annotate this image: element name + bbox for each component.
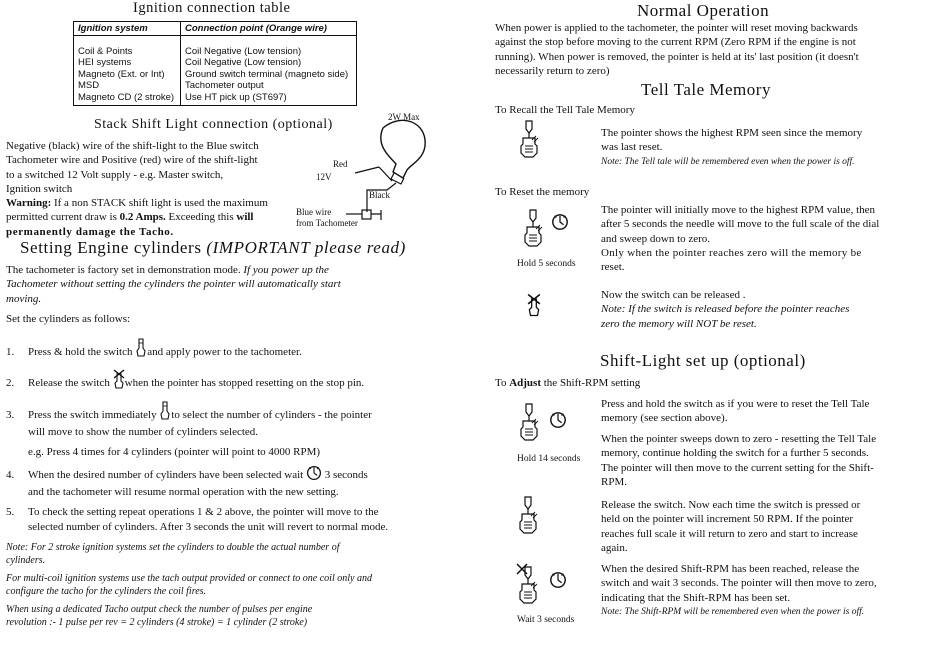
switch-press-icon (517, 402, 541, 442)
column-header: Ignition system (74, 22, 181, 36)
step-text: Release the switch (28, 377, 113, 389)
step-text: To check the setting repeat operations 1 & 2 above, the pointer will move to the (28, 506, 379, 518)
adjust-label (495, 376, 640, 390)
release-description (601, 288, 931, 331)
warning-line-3 (6, 225, 306, 239)
step-text: and apply power to the tachometer. (147, 346, 302, 358)
ignition-systems-list (78, 46, 176, 103)
text-line: When the pointer sweeps down to zero - resetting the Tell Tale (601, 433, 877, 445)
step-number: 2. (6, 377, 15, 389)
step-text: to select the number of cylinders - the pointer (171, 409, 372, 421)
table-cell-text: Coil & Points (78, 46, 133, 57)
text-line: indicating that the Shift-RPM has been set. (601, 591, 791, 604)
recall-note: Note: The Tell tale will be remembered even when the power is off. (601, 156, 855, 167)
step-line: will move to show the number of cylinders selected. (28, 426, 259, 438)
step-line: selected number of cylinders. After 3 seconds the unit will revert to normal mode. (28, 521, 389, 533)
table-row (74, 36, 357, 106)
table-cell-text: HEI systems (78, 57, 132, 69)
stack-shift-instructions (6, 139, 306, 239)
text-line: to a switched 12 Volt supply - e.g. Master switch, (6, 168, 224, 181)
step-3 (6, 401, 436, 461)
note-line: cylinders. (6, 555, 46, 567)
timer-icon (551, 213, 569, 231)
diagram-label-black: Black (369, 190, 390, 200)
step-example: e.g. Press 4 times for 4 cylinders (pointer will point to 4000 RPM) (28, 446, 321, 458)
text-line: again. (601, 541, 628, 554)
text-line: Release the switch. Now each time the switch is pressed or (601, 499, 861, 511)
release-cross-icon (516, 563, 528, 575)
switch-release-icon (527, 293, 541, 317)
table-cell (181, 36, 357, 106)
warning-text: If a non STACK shift light is used the maximum (51, 197, 268, 210)
warning-text: Exceeding this (165, 211, 237, 224)
table-cell-text: Magneto (Ext. or Int) (78, 68, 165, 80)
step-5 (6, 505, 436, 535)
table-cell-text: Use HT pick up (ST697) (185, 91, 287, 103)
text-line: Ignition switch (6, 182, 73, 195)
text-line: against the stop before moving to the current RPM (Zero RPM if the engine is not (495, 36, 856, 49)
text-line: necessarily return to zero) (495, 64, 610, 77)
cylinder-notes (6, 541, 436, 629)
bulb-icon (381, 120, 425, 178)
diagram-label-blue-from: from Tachometer (296, 218, 358, 228)
stack-shift-title: Stack Shift Light connection (optional) (94, 117, 333, 132)
text-line: RPM. (601, 475, 627, 488)
recall-description (601, 126, 931, 169)
warning-will: will (236, 211, 254, 224)
shift-step-3 (601, 498, 931, 555)
step-text: Press the switch immediately (28, 409, 160, 421)
text-line: after 5 seconds the needle will move to the full scale of the dial (601, 218, 880, 231)
diagram-label-max: 2W Max (388, 112, 420, 122)
text-line: Only when the pointer reaches zero will the memory be (601, 246, 862, 259)
warning-line-2 (6, 210, 306, 224)
text-line: zero the memory will NOT be reset. (601, 317, 757, 330)
wait-3-seconds-caption: Wait 3 seconds (517, 615, 575, 625)
text-line: Press and hold the switch as if you were to reset the Tell Tale (601, 398, 870, 410)
step-text: Press & hold the switch (28, 346, 136, 358)
step-line (6, 505, 436, 520)
table-cell-text: MSD (78, 80, 100, 92)
normal-operation-title: Normal Operation (637, 1, 770, 20)
ignition-table-title: Ignition connection table (133, 0, 291, 16)
adjust-post: the Shift-RPM setting (541, 377, 641, 389)
hold-5-seconds-caption: Hold 5 seconds (517, 259, 576, 269)
step-number: 5. (6, 506, 15, 518)
text-line: switch and wait 3 seconds. The pointer will then move to zero, (601, 577, 877, 590)
cylinders-title-important: (IMPORTANT please read) (206, 238, 406, 257)
text-line: and sweep down to zero. (601, 232, 711, 245)
text-line (6, 263, 426, 277)
table-header-row (74, 22, 357, 36)
finger-release-icon (113, 369, 125, 389)
intro-italic: If you power up the (243, 264, 329, 276)
warning-amps: 0.2 Amps. (119, 211, 166, 224)
step-text: 3 seconds (324, 469, 368, 481)
table-cell-text: Coil Negative (Low tension) (185, 46, 302, 57)
note-line: revolution :- 1 pulse per rev = 2 cylinders (4 stroke) = 1 cylinder (2 stroke) (6, 617, 308, 629)
ground-icon (371, 210, 381, 220)
table-cell-text: Magneto CD (2 stroke) (78, 91, 175, 103)
table-cell-text: Coil Negative (Low tension) (185, 57, 302, 69)
text-line: When the desired Shift-RPM has been reached, release the (601, 563, 860, 575)
red-wire (379, 167, 392, 181)
step-1 (6, 338, 436, 361)
timer-icon (549, 411, 567, 429)
switch-press-icon (517, 119, 541, 159)
text-line: The pointer shows the highest RPM seen since the memory (601, 127, 863, 139)
normal-operation-text (495, 21, 925, 78)
text-line: Tachometer wire and Positive (red) wire of the shift-light (6, 154, 258, 167)
text-line: memory (see section above). (601, 412, 728, 425)
warning-damage: permanently damage the Tacho. (6, 225, 174, 238)
diagram-label-12v: 12V (316, 172, 332, 182)
table-cell-text: Tachometer output (185, 80, 264, 92)
text-line: Note: If the switch is released before the pointer reaches (601, 303, 850, 316)
step-2 (6, 369, 436, 392)
step-number: 3. (6, 409, 15, 421)
step-line: and the tachometer will resume normal operation with the new setting. (28, 486, 339, 498)
cylinders-title (20, 238, 406, 258)
text-line: memory, continue holding the switch for a further 5 seconds. (601, 447, 869, 460)
adjust-pre: To (495, 377, 510, 389)
reset-label: To Reset the memory (495, 186, 590, 198)
warning-label: Warning: (6, 197, 52, 210)
text-line: running). When power is removed, the pointer is held at its' last position (it doesn't (495, 50, 859, 63)
diagram-label-blue: Blue wire (296, 207, 332, 217)
text-line: reset. (601, 261, 625, 274)
step-line (6, 465, 436, 484)
text-line: was last reset. (601, 141, 663, 154)
text-line: Now the switch can be released . (601, 289, 746, 301)
shift-light-title: Shift-Light set up (optional) (600, 351, 806, 370)
step-number: 4. (6, 469, 15, 481)
note-line: configure the tacho for the cylinders the coil fires. (6, 586, 207, 598)
finger-press-icon (159, 401, 171, 421)
text-line: When power is applied to the tachometer, the pointer will reset moving backwards (495, 22, 858, 34)
table-cell-text: Ground switch terminal (magneto side) (185, 68, 349, 80)
text-line: The pointer will initially move to the highest RPM value, then (601, 204, 876, 216)
note-line: Note: For 2 stroke ignition systems set the cylinders to double the actual number of (6, 542, 340, 553)
step-text: when the pointer has stopped resetting on the stop pin. (124, 377, 365, 389)
shift-note: Note: The Shift-RPM will be remembered even when the power is off. (601, 606, 865, 617)
table-cell (74, 36, 181, 106)
hold-14-seconds-caption: Hold 14 seconds (517, 454, 581, 464)
reset-description (601, 203, 931, 274)
warning-line-1 (6, 196, 306, 210)
text-line: Negative (black) wire of the shift-light to the Blue switch (6, 140, 259, 152)
ignition-connection-table (73, 21, 357, 106)
note-line: When using a dedicated Tacho output check the number of pulses per engine (6, 603, 313, 615)
text-line: held on the pointer will increment 50 RPM. If the pointer (601, 513, 854, 526)
warning-text: permitted current draw is (6, 211, 120, 224)
switch-press-icon (521, 208, 545, 248)
switch-press-icon (516, 495, 540, 535)
diagram-label-red: Red (333, 159, 348, 169)
text-line: The pointer will then move to the current setting for the Shift- (601, 461, 874, 474)
recall-label: To Recall the Tell Tale Memory (495, 104, 635, 116)
cylinders-title-main: Setting Engine cylinders (20, 238, 207, 257)
step-4 (6, 465, 436, 501)
finger-press-icon (135, 338, 147, 358)
step-text: When the desired number of cylinders have been selected wait (28, 469, 306, 481)
shift-step-4 (601, 562, 931, 619)
timer-icon (549, 571, 567, 589)
cylinders-intro (6, 263, 426, 306)
intro-text: The tachometer is factory set in demonstration mode. (6, 264, 244, 276)
step-line (6, 401, 436, 424)
tell-tale-title: Tell Tale Memory (641, 80, 771, 99)
connection-points-list (185, 46, 352, 103)
set-cylinders-label: Set the cylinders as follows: (6, 313, 131, 325)
timer-icon (306, 465, 322, 481)
note-line: For multi-coil ignition systems use the tach output provided or connect to one coil only and (6, 572, 372, 584)
step-number: 1. (6, 346, 15, 358)
adjust-bold: Adjust (509, 377, 541, 389)
column-header: Connection point (Orange wire) (181, 22, 357, 36)
shift-step-2 (601, 432, 931, 489)
text-line: reaches full scale it will return to zero and start to increase (601, 527, 858, 540)
text-line: Tachometer without setting the cylinders the pointer will automatically start (6, 278, 341, 291)
text-line: moving. (6, 292, 42, 305)
shift-step-1 (601, 397, 931, 426)
